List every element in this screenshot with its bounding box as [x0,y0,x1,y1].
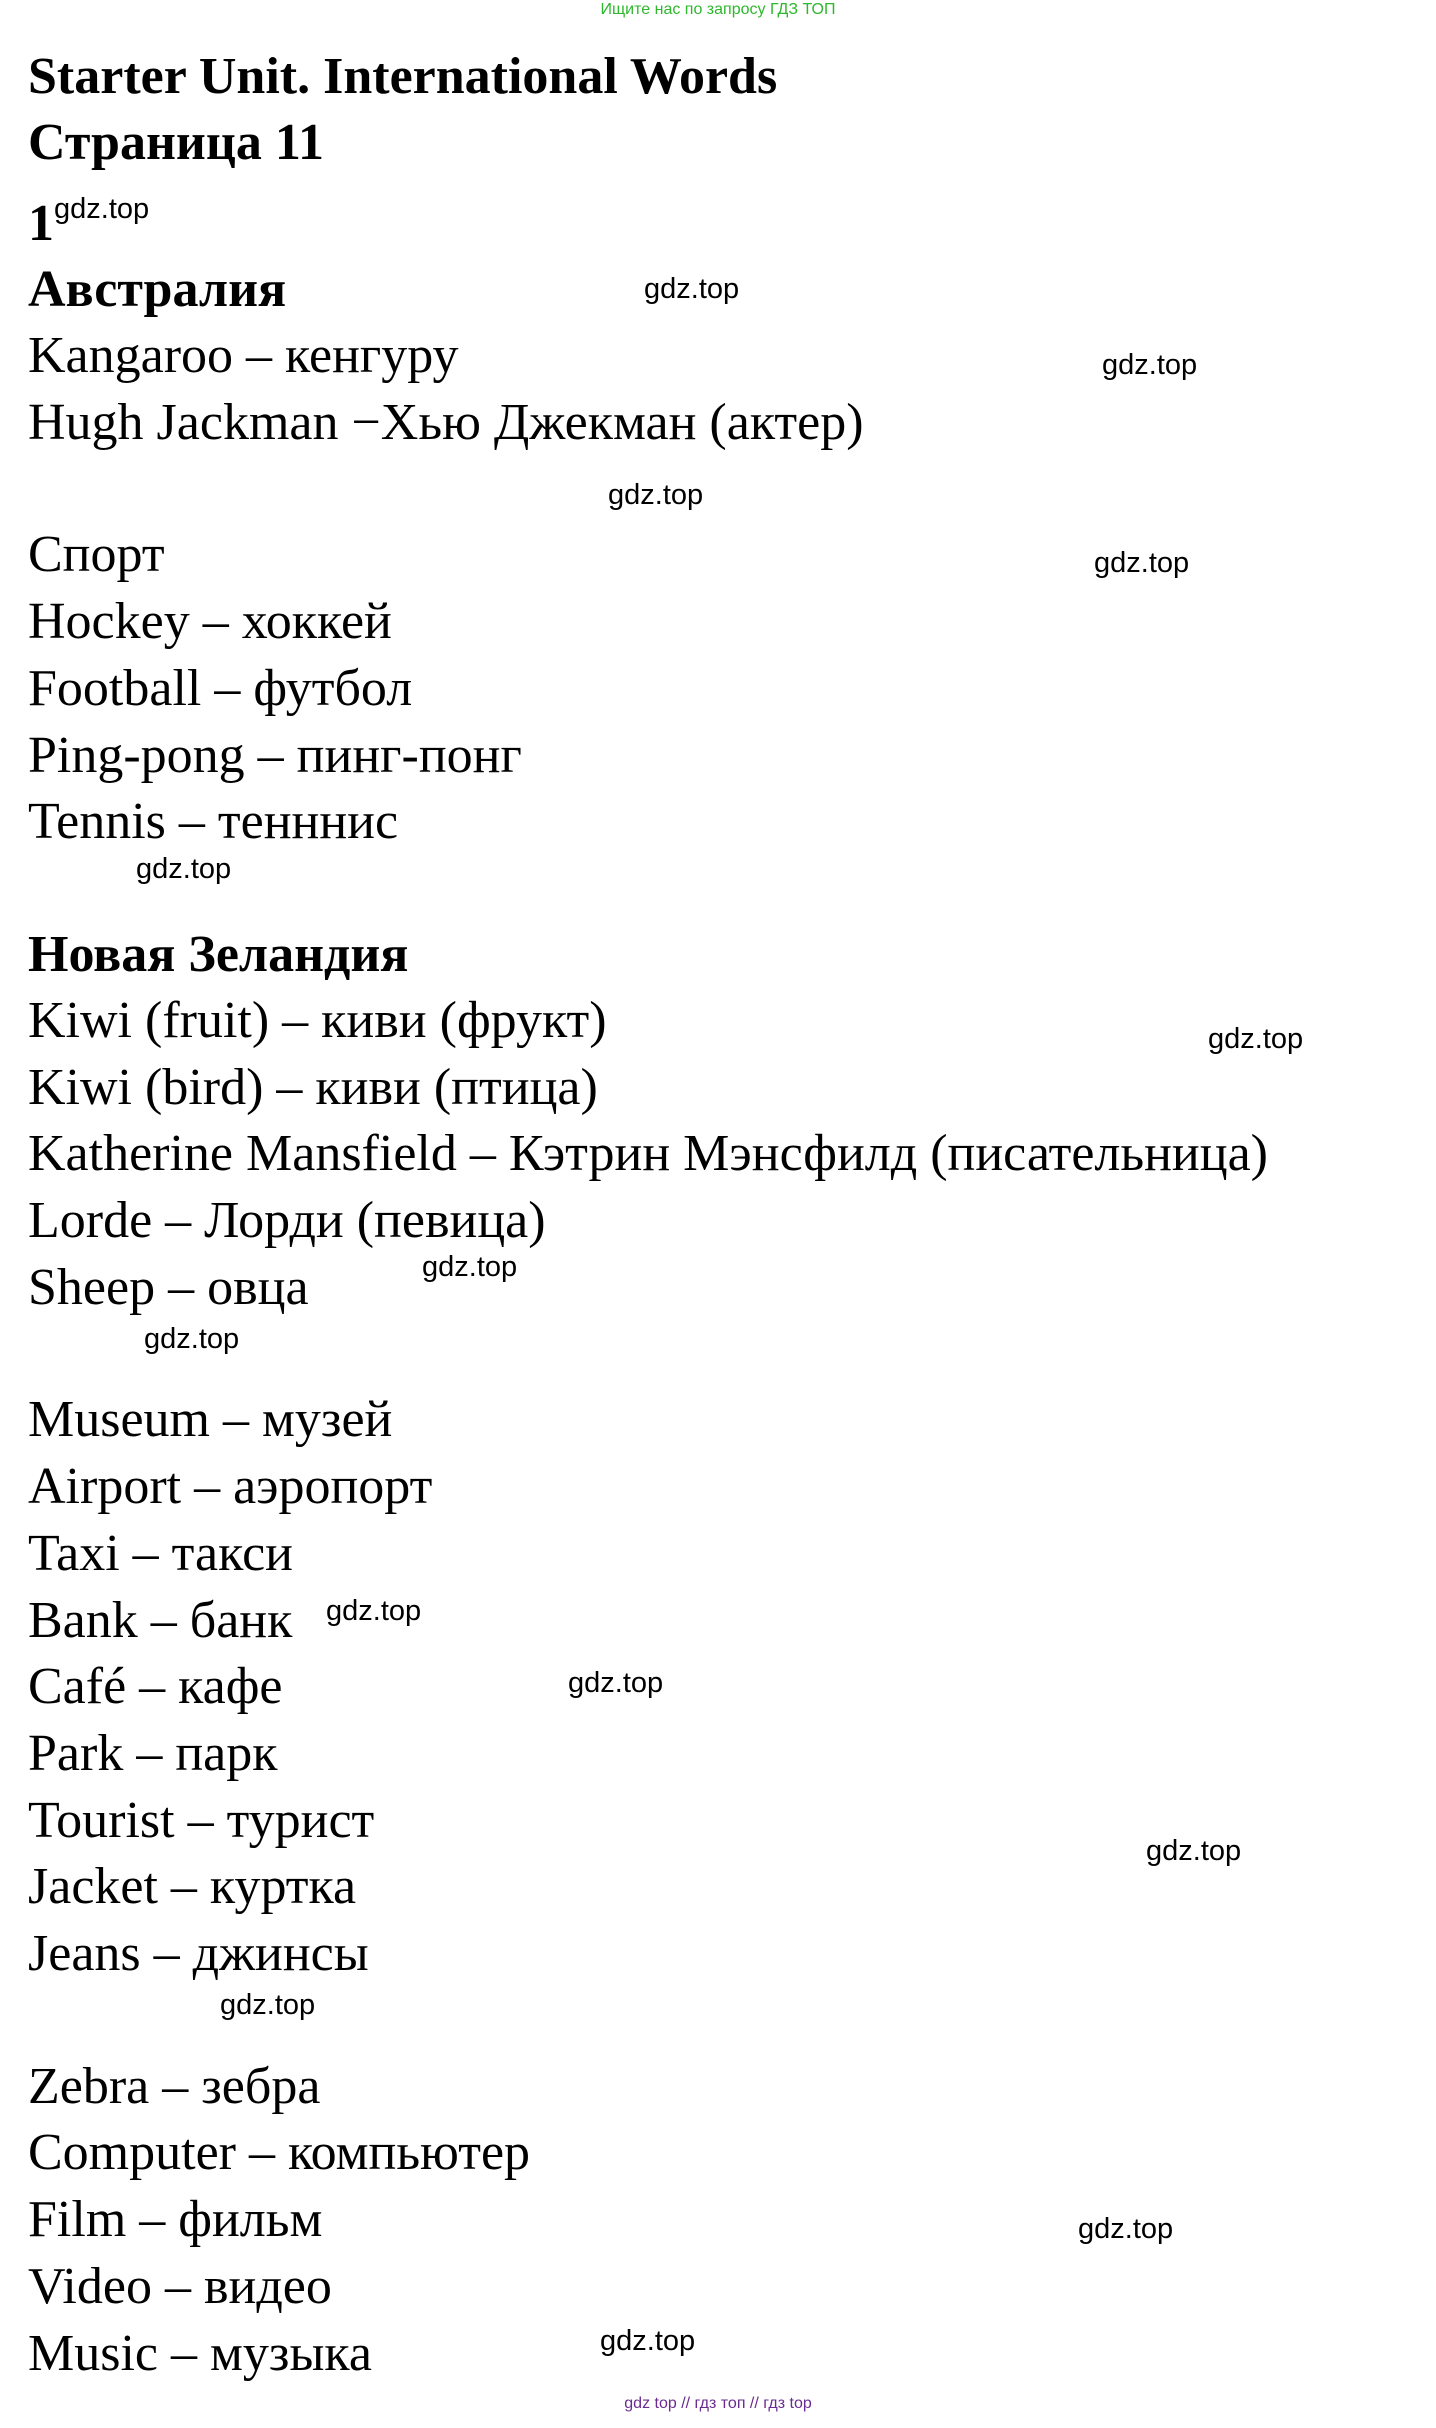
word-line: Kiwi (bird) – киви (птица) [28,1058,598,1116]
watermark: gdz.top [136,853,232,885]
word-line: Katherine Mansfield – Кэтрин Мэнсфилд (писательница) [28,1125,1268,1183]
word-line: Bank – банк [28,1591,293,1649]
word-line: Taxi – такси [28,1524,293,1582]
watermark: gdz.top [1146,1835,1242,1867]
word-line: Ping-pong – пинг-понг [28,726,522,784]
watermark: gdz.top [568,1667,664,1699]
watermark: gdz.top [1078,2213,1174,2245]
word-line: Jacket – куртка [28,1858,357,1916]
bottom-banner: gdz top // гдз топ // гдз top [624,2395,812,2412]
word-line: Park – парк [28,1724,278,1782]
word-line: Zebra – зебра [28,2057,321,2115]
document-body [28,44,1428,2387]
word-line: Kiwi (fruit) – киви (фрукт) [28,991,607,1049]
word-line: Tourist – турист [28,1791,375,1849]
watermark: gdz.top [220,1989,316,2021]
word-line: Sheep – овца [28,1258,309,1316]
word-line: Café – кафе [28,1658,283,1716]
watermark: gdz.top [600,2325,696,2357]
word-line: Jeans – джинсы [28,1925,369,1983]
watermark: gdz.top [644,273,740,305]
section-heading-australia: Австралия [28,261,287,318]
section-heading-new-zealand: Новая Зеландия [28,925,409,983]
word-line: Hugh Jackman −Хью Джекман (актер) [28,393,864,451]
spacer [28,456,1428,522]
word-line: Music – музыка [28,2324,372,2382]
word-line: Tennis – тенннис [28,793,399,851]
word-line: Film – фильм [28,2191,323,2249]
watermark: gdz.top [1094,547,1190,579]
watermark: gdz.top [144,1323,240,1355]
word-line: Hockey – хоккей [28,593,392,651]
word-line: Airport – аэропорт [28,1458,433,1516]
watermark: gdz.top [1102,349,1198,381]
unit-title: Starter Unit. International Words [28,48,778,105]
word-line: Kangaroo – кенгуру [28,327,459,384]
watermark: gdz.top [326,1595,422,1627]
page-number: Страница 11 [28,114,324,171]
word-line: Football – футбол [28,659,413,717]
watermark: gdz.top [1208,1023,1304,1055]
watermark: gdz.top [422,1251,518,1283]
exercise-number [28,176,1428,257]
spacer [28,856,1428,922]
section-heading-sport: Спорт [28,526,165,584]
exercise-number-value: 1 [28,195,54,252]
word-line: Computer – компьютер [28,2124,531,2182]
word-line: Video – видео [28,2257,332,2315]
watermark: gdz.top [608,479,704,511]
word-line: Lorde – Лорди (певица) [28,1192,546,1250]
exercise-watermark: gdz.top [54,193,150,225]
top-banner: Ищите нас по запросу ГДЗ ТОП [600,1,836,18]
word-line: Museum – музей [28,1391,393,1449]
